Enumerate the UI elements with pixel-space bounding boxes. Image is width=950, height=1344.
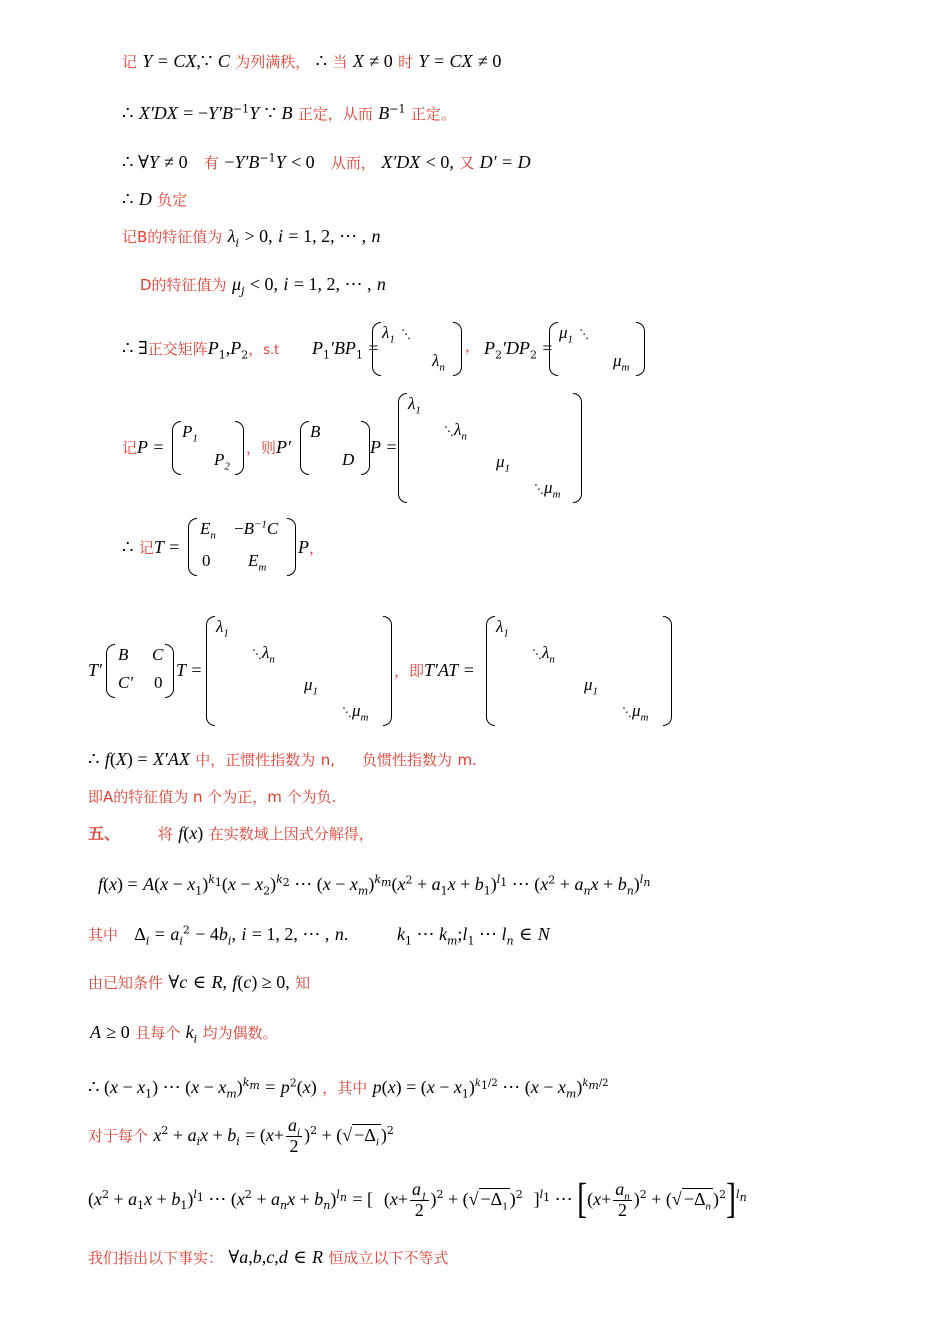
line-17: A ≥ 0 且每个 $k_i$ 均为偶数。: [90, 1022, 278, 1046]
line-1: 记 Y = CX,∵ C 为列满秩， ∴ 当 X ≠ 0 时 Y = CX ≠ 0: [122, 51, 502, 71]
line-3: ∴ ∀Y ≠ 0 有 $-Y'B^{-1}Y < 0$ 从而， X′DX < 0, 又 D′ = D: [122, 151, 531, 172]
line-18: ∴ $(x - x_1)$ ⋯ $(x - x_m)^{k_m} = p^2(x)$ ，其中 $p(x) = (x - x_1)^{k_1/2}$ ⋯ $(x - x_m)^{k_m/2}$: [88, 1076, 609, 1101]
line-20: $(x^2 + a_1x + b_1)^{l_1}$ ⋯ $(x^2 + a_nx + b_n)^{l_n}$ = [ (x+ $\frac{a_1}{2}$ )$^2$ + (√ $-\Delta_1$ )$^2$ ]$^{l_1}$ ⋯ [(x+ $\frac{a_n}{2}$ )$^2$ + (√ $-\Delta_n$ )$^2$]$^{l_n}$: [88, 1176, 747, 1223]
line-6: D的特征值为 $\mu_j < 0$, i = 1, 2, ⋯ , n: [140, 274, 386, 298]
line-5: 记B的特征值为 $\lambda_i > 0$, i = 1, 2, ⋯ , n: [122, 226, 381, 250]
line-16: 由已知条件 ∀c ∈ R, f(c) ≥ 0, 知: [88, 972, 311, 992]
line-21: 我们指出以下事实： ∀a,b,c,d ∈ R 恒成立以下不等式: [88, 1247, 449, 1267]
line-4: ∴ D 负定: [122, 189, 188, 209]
line-2: ∴ $X'DX = -Y'B^{-1}Y$ ∵ B 正定，从而 $B^{-1}$ 正定。: [122, 102, 456, 123]
line-19: 对于每个 $x^2 + a_ix + b_i = (x+$ $\frac{a_i}{2}$ )$^2$ + (√ $-\Delta_i$ )$^2$: [88, 1115, 394, 1156]
line-13: 五、 将 f(x) 在实数域上因式分解得，: [88, 823, 374, 843]
line-15: 其中 $\Delta_i = a_i^2 - 4b_i$, i = 1, 2, ⋯ , n. $k_1$ ⋯ $k_m;l_1$ ⋯ $l_n$ ∈ N: [88, 923, 550, 948]
line-11: ∴ f(X) = X′AX 中，正惯性指数为 n, 负惯性指数为 m.: [88, 749, 477, 769]
line-14: $f(x) = A(x - x_1)^{k_1}(x - x_2)^{k_2}$ ⋯ $(x - x_m)^{k_m}(x^2 + a_1x + b_1)^{l_1}$ ⋯ $(x^2 + a_nx + b_n)^{l_n}$: [98, 873, 651, 898]
line-12: 即A的特征值为 n 个为正，m 个为负.: [88, 788, 337, 806]
